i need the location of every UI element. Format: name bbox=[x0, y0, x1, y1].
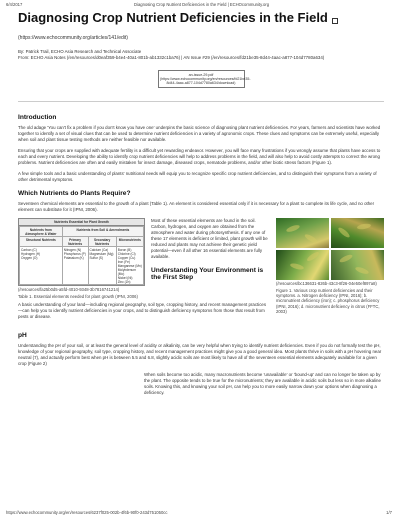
section-heading-nutrients: Which Nutrients do Plants Require? bbox=[18, 190, 131, 198]
figure-caption: Figure 1. Various crop nutrient deficiencies and their symptoms. a. Nitrogen deficiency (IPNI, 2016); b. micronutrient deficiency (iron); c. phosphorus deficiency (IPNI, 2016); d. micronutrient deficiency in citrus (FFTC, 2003) bbox=[276, 287, 380, 315]
table-col-primary: Primary Nutrients bbox=[62, 237, 88, 247]
article-title-text: Diagnosing Crop Nutrient Deficiencies in the Field bbox=[18, 10, 328, 25]
section-heading-environment: Understanding Your Environment is the First Step bbox=[151, 267, 264, 282]
table-reference[interactable]: (/resources/fa25b0d5-a5fd-4010-9348-3b7816741214) bbox=[18, 287, 120, 293]
page-number: 1/7 bbox=[386, 510, 392, 515]
table-title: Nutrients Essential for Plant Growth bbox=[19, 219, 144, 226]
footer-url[interactable]: https://www.echocommunity.org/en/resources/6237f025-002b-4f6b-90f0-243d751050cc bbox=[6, 510, 168, 515]
section-heading-ph: pH bbox=[18, 332, 27, 340]
intro-paragraph-3: A few simple tools and a basic understanding of plants' nutritional needs will equip you to recognize specific crop nutrient deficiencies, and to distinguish their symptoms from a variety of other detrimental symptoms. bbox=[18, 171, 377, 183]
print-header bbox=[0, 0, 400, 8]
byline: By: Patrick Trail, ECHO Asia Research and Technical Associate bbox=[18, 49, 142, 54]
figure-reference[interactable]: (/resources/bc136631-826b-43c3-8f26-04e50ef897a8) bbox=[276, 281, 377, 287]
table-caption: Table 1. Essential elements needed for plant growth (IPNI, 2006) bbox=[18, 293, 138, 299]
table-col-secondary: Secondary Nutrients bbox=[88, 237, 116, 247]
figure-photo-d bbox=[331, 250, 384, 280]
divider bbox=[18, 101, 384, 102]
table-cell: Nitrogen (N) Phosphorus (P) Potassium (K) bbox=[62, 247, 88, 285]
source-line[interactable]: From: ECHO Asia Notes (/en/resources/d0eaf359-b4e4-40a1-801b-ab1332c1ba76) | AN Issue #29 (/en/resources/fd21be35-8d44-4aac-a877-104d7780a634) bbox=[18, 55, 325, 60]
figure-photo-a bbox=[276, 218, 329, 248]
figure-photo-b bbox=[331, 218, 384, 248]
table-cell: Boron (B) Chlorine (Cl) Copper (Cu) Iron (Fe) Manganese (Mn) Molybdenum (Mo) Nickel (Ni) Zinc (Zn) bbox=[117, 247, 142, 284]
article bbox=[18, 11, 384, 401]
ph-paragraph-1: Understanding the pH of your soil, or at least the general level of acidity or alkalinity, can be very helpful when trying to identify nutrient deficiencies. Even if you do not formally test the pH, knowledge of your regional geography, soil type, cropping history, and recent management practices might give you a good general idea. Most plants thrive in soils with a pH hovering near neutral (7), and actually perform best when pH is between 5.5 and 6.8, slightly acidic soils are most likely to have all of the seventeen essential elements adequately available for a given crop (Figure 2) bbox=[18, 343, 382, 367]
intro-paragraph-1: The old adage 'You can't fix a problem if you don't know you have one' underpins the basic science of diagnosing plant nutrient deficiencies. For years, farmers and scientists have worked together to identify a set of visual clues that can be used to determine nutrient deficiencies in a variety of agronomic crops. These clues and symptoms can be extremely useful, especially when soil and plant tissue testing methods are neither feasible nor available. bbox=[18, 125, 381, 143]
article-title bbox=[18, 11, 384, 45]
edit-link-text[interactable]: (https://www.echocommunity.org/articles/141/edit) bbox=[18, 35, 128, 41]
figure-photo-c bbox=[276, 250, 329, 280]
table-group-a: Nutrients from Atmosphere & Water bbox=[20, 227, 63, 237]
nutrients-paragraph-2: Most of these essential elements are found in the soil. Carbon, hydrogen, and oxygen are obtained from the atmosphere and water during photosynthesis. If any one of these 17 elements is deficient or limited, plant growth will be reduced and plants may not achieve their genetic yield potential—even if all other 16 essential elements are fully available. bbox=[151, 218, 268, 260]
print-footer bbox=[0, 508, 400, 518]
print-page-title: Diagnosing Crop Nutrient Deficiencies in the Field | ECHOcommunity.org bbox=[134, 2, 270, 7]
pdf-link[interactable]: an-issue-29.pdf (https://www.echocommunity.org/en/resources/fd21be35-8d44-4aac-a877-104d7780a634/download) bbox=[158, 70, 245, 88]
table-col-structural: Structural Nutrients bbox=[20, 237, 63, 247]
environment-paragraph-1: A basic understanding of your land—including regional geography, soil type, cropping history, and recent management practices—can help you to identify nutrient deficiencies in your crops, and to distinguish deficiency symptoms from those that result from pests or disease. bbox=[18, 302, 267, 320]
nutrients-table bbox=[18, 218, 145, 286]
table-group-b: Nutrients from Soil & Amendments bbox=[62, 227, 143, 237]
figure-photo-grid bbox=[276, 218, 384, 280]
nutrients-paragraph-1: Seventeen chemical elements are essential to the growth of a plant (Table 1). An element is considered essential only if it is necessary for a plant to complete its life cycle, and no other element can substitute for it (IPNI, 2006). bbox=[18, 201, 375, 213]
section-heading-introduction: Introduction bbox=[18, 114, 57, 122]
table-cell: Calcium (Ca) Magnesium (Mg) Sulfur (S) bbox=[88, 247, 116, 285]
intro-paragraph-2: Ensuring that your crops are supplied with adequate fertility is a difficult yet rewarding endeavor. However, you will face many frustrations if you wrongly assume that plants have access to each and every nutrient. Developing the ability to identify crop nutrient deficiencies will help to address problems in the field, and will also help to avoid costly attempts to correct the wrong problems. Nutrient deficiencies are often and easily mistaken for insect damage, diseased crops, nematode problems, and/or other biotic stress factors (Figure 1). bbox=[18, 148, 381, 166]
external-link-icon bbox=[332, 18, 338, 24]
table-cell: Carbon (C) Hydrogen (H) Oxygen (O) bbox=[20, 247, 63, 285]
ph-paragraph-2: When soils become too acidic, many macronutrients become 'unavailable' or 'bound-up' and can no longer be taken up by the plant. The opposite tends to be true for the micronutrients; they are available in acidic soils but less so in more alkaline soils. Knowing this, and knowing your soil pH, can help you to more easily narrow down your options when diagnosing a deficiency. bbox=[144, 372, 381, 396]
two-column-block bbox=[18, 218, 384, 325]
table-col-micro: Micronutrients bbox=[116, 237, 143, 247]
print-date: 6/4/2017 bbox=[6, 2, 23, 7]
